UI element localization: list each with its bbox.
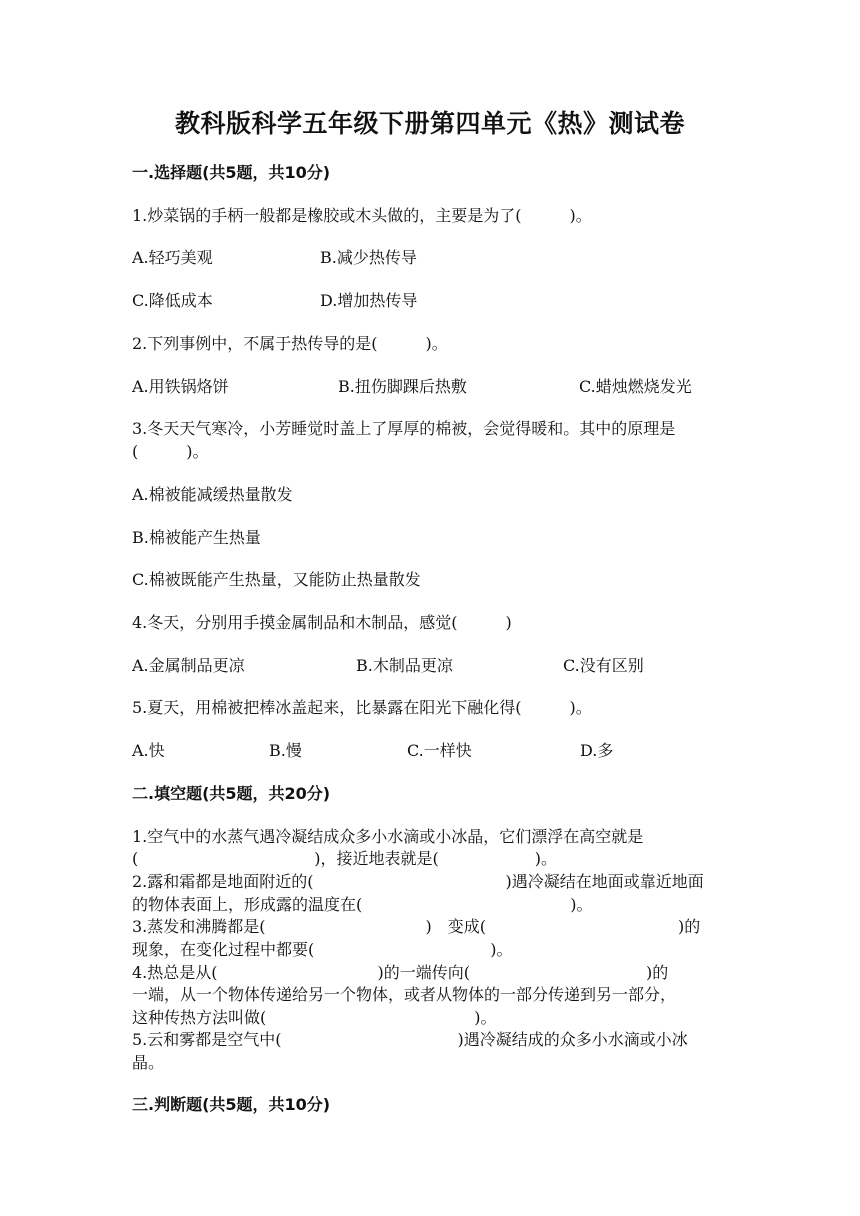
question-5-stem: 5.夏天，用棉被把棒冰盖起来，比暴露在阳光下融化得( )。 (132, 698, 592, 717)
question-1-option-c: C.降低成本 (132, 291, 213, 310)
question-4-option-c: C.没有区别 (563, 656, 644, 675)
fill-line: 一端，从一个物体传递给另一个物体，或者从物体的一部分传递到另一部分， (132, 985, 677, 1004)
fill-line: 的物体表面上，形成露的温度在( )。 (132, 895, 593, 914)
question-2-option-a: A.用铁锅烙饼 (132, 377, 229, 396)
fill-line: 2.露和霜都是地面附近的( )遇冷凝结在地面或靠近地面 (132, 872, 704, 891)
question-4-stem: 4.冬天，分别用手摸金属制品和木制品，感觉( ) (132, 613, 512, 632)
question-5-option-a: A.快 (132, 741, 165, 760)
question-3-stem-line1: 3.冬天天气寒冷，小芳睡觉时盖上了厚厚的棉被，会觉得暖和。其中的原理是 (132, 419, 676, 438)
question-2-stem: 2.下列事例中，不属于热传导的是( )。 (132, 334, 448, 353)
question-3-stem-line2: ( )。 (132, 442, 209, 461)
page-title: 教科版科学五年级下册第四单元《热》测试卷 (174, 109, 685, 138)
fill-line: 4.热总是从( )的一端传向( )的 (132, 963, 669, 982)
question-1-option-d: D.增加热传导 (320, 291, 418, 310)
question-4-option-b: B.木制品更凉 (356, 656, 453, 675)
question-3-option-a: A.棉被能减缓热量散发 (132, 485, 293, 504)
question-1-option-a: A.轻巧美观 (132, 248, 213, 267)
fill-line: 1.空气中的水蒸气遇冷凝结成众多小水滴或小冰晶，它们漂浮在高空就是 (132, 827, 644, 846)
fill-line: 这种传热方法叫做( )。 (132, 1008, 497, 1027)
question-2-option-c: C.蜡烛燃烧发光 (579, 377, 692, 396)
question-2-option-b: B.扭伤脚踝后热敷 (338, 377, 467, 396)
question-5-option-b: B.慢 (269, 741, 302, 760)
question-3-option-c: C.棉被既能产生热量，又能防止热量散发 (132, 570, 421, 589)
question-3-option-b: B.棉被能产生热量 (132, 528, 261, 547)
question-1-stem: 1.炒菜锅的手柄一般都是橡胶或木头做的，主要是为了( )。 (132, 206, 592, 225)
question-1-option-b: B.减少热传导 (320, 248, 417, 267)
fill-line: 5.云和雾都是空气中( )遇冷凝结成的众多小水滴或小冰 (132, 1030, 688, 1049)
fill-line: ( )，接近地表就是( )。 (132, 849, 557, 868)
fill-line: 现象，在变化过程中都要( )。 (132, 940, 513, 959)
section-heading-true-false: 三.判断题(共5题，共10分) (132, 1095, 331, 1114)
question-5-option-c: C.一样快 (407, 741, 472, 760)
fill-line: 晶。 (132, 1053, 165, 1072)
fill-line: 3.蒸发和沸腾都是( ) 变成( )的 (132, 917, 701, 936)
question-5-option-d: D.多 (580, 741, 614, 760)
question-4-option-a: A.金属制品更凉 (132, 656, 245, 675)
section-heading-fill-in: 二.填空题(共5题，共20分) (132, 784, 331, 803)
section-heading-multiple-choice: 一.选择题(共5题，共10分) (132, 163, 331, 182)
